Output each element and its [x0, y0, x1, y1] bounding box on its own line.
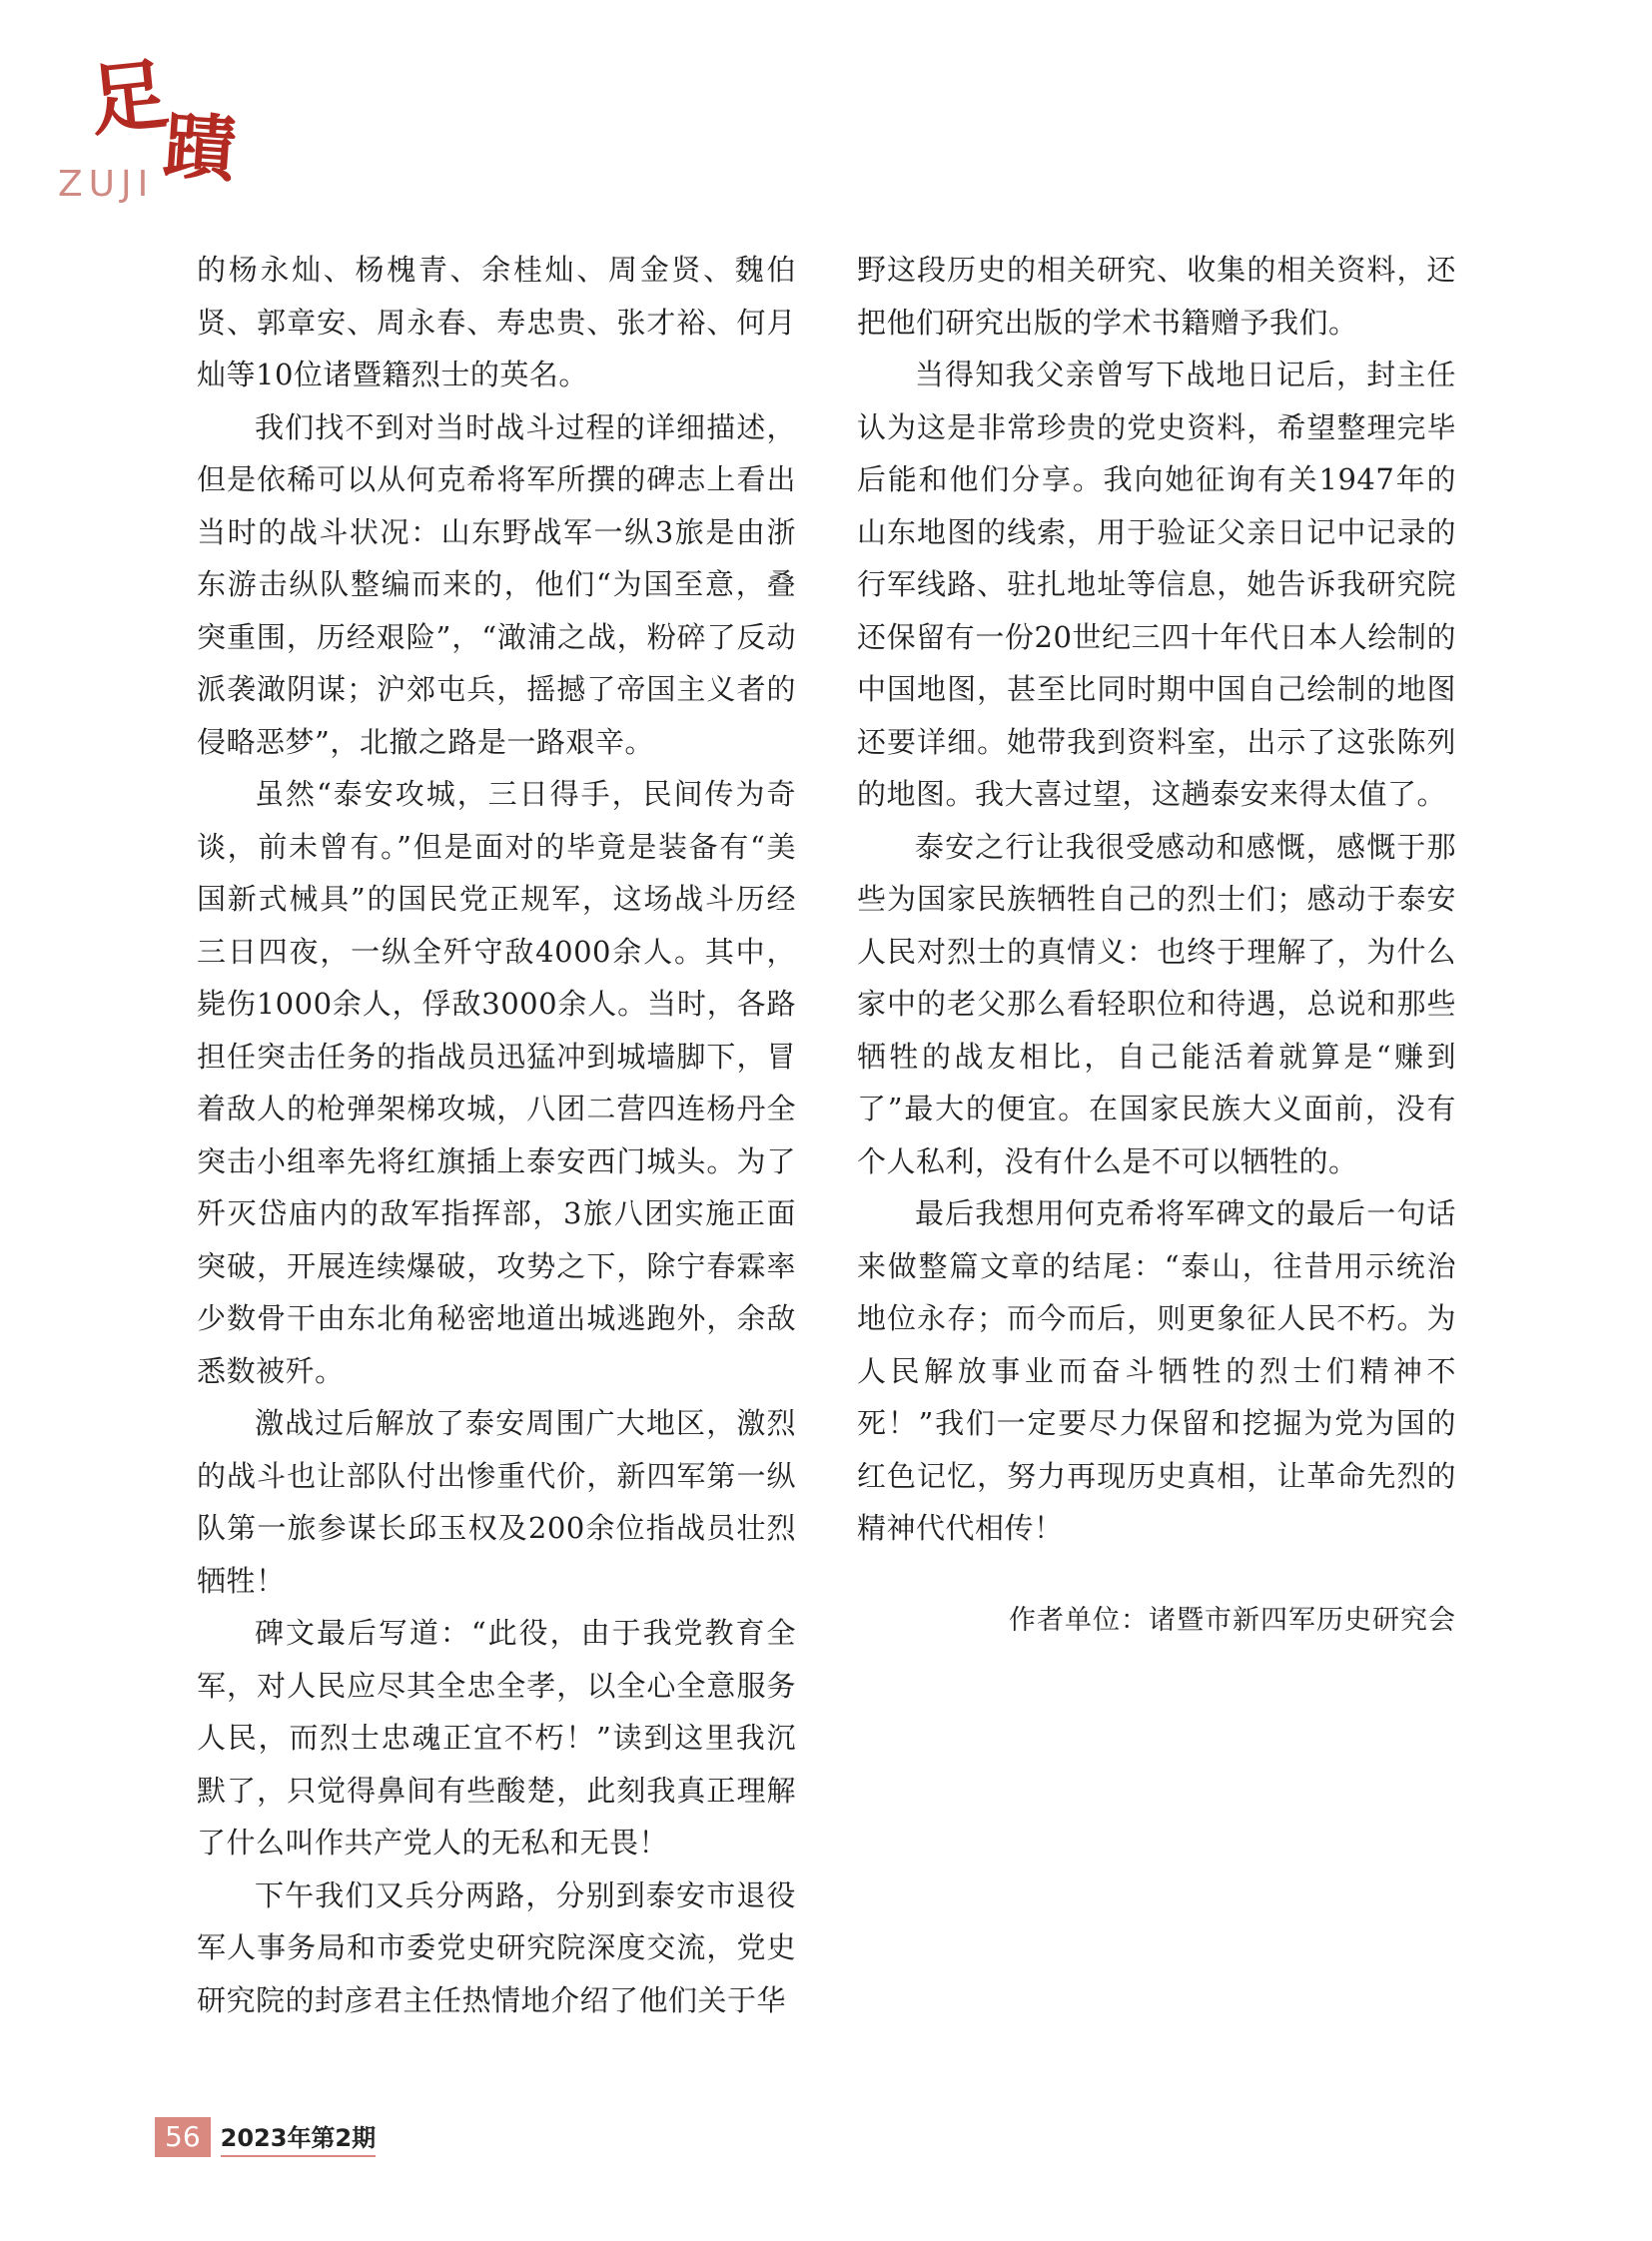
- paragraph: 当得知我父亲曾写下战地日记后，封主任认为这是非常珍贵的党史资料，希望整理完毕后能和他们分享。我向她征询有关1947年的山东地图的线索，用于验证父亲日记中记录的行军线路、驻扎地址等信息，她告诉我研究院还保留有一份20世纪三四十年代日本人绘制的中国地图，甚至比同时期中国自己绘制的地图还要详细。她带我到资料室，出示了这张陈列的地图。我大喜过望，这趟泰安来得太值了。: [857, 358, 1456, 811]
- paragraph: 泰安之行让我很受感动和感慨，感慨于那些为国家民族牺牲自己的烈士们；感动于泰安人民对烈士的真情义：也终于理解了，为什么家中的老父那么看轻职位和待遇，总说和那些牺牲的战友相比，自己能活着就算是“赚到了”最大的便宜。在国家民族大义面前，没有个人私利，没有什么是不可以牺牲的。: [857, 829, 1456, 1178]
- page-number: 56: [155, 2117, 211, 2157]
- issue-label: 2023年第2期: [221, 2118, 377, 2157]
- paragraph: 虽然“泰安攻城，三日得手，民间传为奇谈，前未曾有。”但是面对的毕竟是装备有“美国新式械具”的国民党正规军，这场战斗历经三日四夜，一纵全歼守敌4000余人。其中，毙伤1000余人，俘敌3000余人。当时，各路担任突击任务的指战员迅猛冲到城墙脚下，冒着敌人的枪弹架梯攻城，八团二营四连杨丹全突击小组率先将红旗插上泰安西门城头。为了歼灭岱庙内的敌军指挥部，3旅八团实施正面突破，开展连续爆破，攻势之下，除宁春霖率少数骨干由东北角秘密地道出城逃跑外，余敌悉数被歼。: [197, 777, 796, 1388]
- page-footer: [155, 2117, 376, 2157]
- masthead-latin: ZUJI: [58, 164, 155, 205]
- author-byline: 作者单位：诸暨市新四军历史研究会: [1009, 1604, 1456, 1636]
- masthead-char-zu: 足: [85, 49, 173, 148]
- paragraph: 最后我想用何克希将军碑文的最后一句话来做整篇文章的结尾：“泰山，往昔用示统治地位永存；而今而后，则更象征人民不朽。为人民解放事业而奋斗牺牲的烈士们精神不死！”我们一定要尽力保留和挖掘为党为国的红色记忆，努力再现历史真相，让革命先烈的精神代代相传！: [857, 1196, 1456, 1545]
- left-column: [197, 244, 796, 2026]
- paragraph: 的杨永灿、杨槐青、余桂灿、周金贤、魏伯贤、郭章安、周永春、寿忠贵、张才裕、何月灿等10位诸暨籍烈士的英名。: [197, 253, 796, 391]
- masthead-logo: [54, 49, 244, 205]
- paragraph: 野这段历史的相关研究、收集的相关资料，还把他们研究出版的学术书籍赠予我们。: [857, 253, 1456, 340]
- paragraph: 碑文最后写道：“此役，由于我党教育全军，对人民应尽其全忠全孝，以全心全意服务人民，而烈士忠魂正宜不朽！”读到这里我沉默了，只觉得鼻间有些酸楚，此刻我真正理解了什么叫作共产党人的无私和无畏！: [197, 1616, 796, 1860]
- paragraph: 激战过后解放了泰安周围广大地区，激烈的战斗也让部队付出惨重代价，新四军第一纵队第一旅参谋长邱玉权及200余位指战员壮烈牺牲！: [197, 1406, 796, 1598]
- right-column: [857, 244, 1456, 1647]
- masthead-char-ji: 蹟: [161, 102, 239, 193]
- paragraph: 我们找不到对当时战斗过程的详细描述，但是依稀可以从何克希将军所撰的碑志上看出当时的战斗状况：山东野战军一纵3旅是由浙东游击纵队整编而来的，他们“为国至意，叠突重围，历经艰险”，“澉浦之战，粉碎了反动派袭澉阴谋；沪郊屯兵，摇撼了帝国主义者的侵略恶梦”，北撤之路是一路艰辛。: [197, 409, 796, 759]
- paragraph: 下午我们又兵分两路，分别到泰安市退役军人事务局和市委党史研究院深度交流，党史研究院的封彦君主任热情地介绍了他们关于华: [197, 1877, 796, 2017]
